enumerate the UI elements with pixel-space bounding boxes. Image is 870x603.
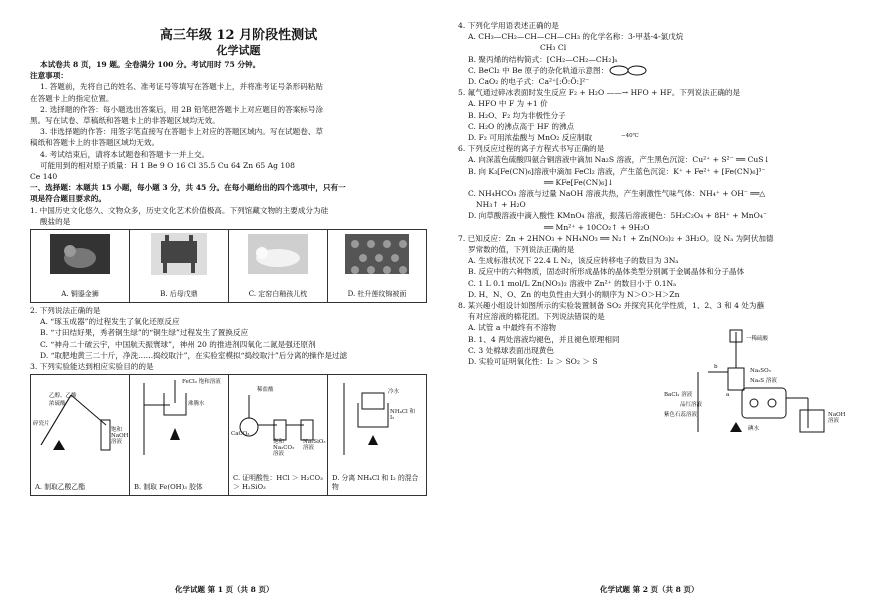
label-iodine-water: 碘水 — [748, 426, 760, 433]
question-8-option-a: A. 试管 a 中最终有不溶物 — [468, 323, 557, 333]
option-a-cell — [31, 230, 130, 302]
label-na2s: Na₂S 溶液 — [750, 378, 777, 385]
label-fecl3: FeCl₃ 饱和溶液 — [182, 379, 221, 386]
option-c-cell — [229, 230, 328, 302]
question-8-option-c: C. 3 处棉球表面出现黄色 — [468, 345, 554, 355]
atomic-masses: 可能用到的相对原子质量：H 1 Be 9 O 16 Cl 35.5 Cu 64 Zn 65 Ag 108 — [40, 160, 295, 170]
option-d-label: D. 杜升莲纹锦被面 — [347, 289, 407, 298]
gilt-lion-image — [48, 233, 112, 275]
question-4-option-c — [458, 65, 856, 76]
label-porcelain: 碎瓷片 — [33, 421, 50, 428]
label-dilute-acid: 一稀硫酸 — [746, 336, 769, 343]
porcelain-pillow-image — [246, 233, 310, 275]
question-4-option-b: B. 聚丙烯的结构简式：[CH₂—CH₂—CH₂]ₙ — [468, 54, 618, 64]
esterification-apparatus — [31, 375, 127, 461]
section-heading-cont: 项是符合题目要求的。 — [30, 194, 106, 204]
label-cold-water: 冷水 — [388, 389, 400, 396]
question-2-option-b: B. “寸田结好果，秀者铜生绿”的“铜生绿”过程发生了置换反应 — [40, 328, 249, 338]
label-litmus: 紫色石蕊溶液 — [664, 412, 698, 419]
notice-line: 1. 答题前，先将自己的姓名、准考证号等填写在答题卡上，并将准考证号条形码粘贴 — [40, 82, 324, 92]
question-5-option-d: D. F₂ 可用浓盐酸与 MnO₂ 反应制取 — [468, 133, 593, 143]
apparatus-a — [31, 375, 130, 495]
question-6-option-a: A. 向深蓝色硫酸四氨合铜溶液中滴加 Na₂S 溶液，产生黑色沉淀：Cu²⁺ + S²⁻ ══ CuS↓ — [468, 155, 770, 165]
notice-heading: 注意事项： — [30, 71, 68, 81]
apparatus-c — [229, 375, 328, 495]
notice-line: 在答题卡上的指定位置。 — [30, 93, 114, 103]
question-7-option-b: B. 反应中的六种物质，固态时所形成晶体的晶体类型分别属于金属晶体和分子晶体 — [468, 267, 745, 277]
label-hcl: 稀盐酸 — [257, 387, 274, 394]
question-6-option-d-cont: ══ Mn²⁺ + 10CO₂↑ + 9H₂O — [544, 222, 650, 232]
question-7-stem-cont: 罗常数的值，下列说法正确的是 — [468, 245, 575, 255]
notice-line: 4. 考试结束后，请将本试题卷和答题卡一并上交。 — [40, 149, 210, 159]
question-5-condition: −40℃ — [621, 133, 639, 139]
question-3-apparatus — [30, 374, 427, 496]
label-naoh-solution: NaOH 溶液 — [828, 412, 846, 425]
question-6-option-b-cont: ══ KFe[Fe(CN)₆]↓ — [544, 177, 614, 187]
question-8-stem: 8. 某兴趣小组设计如图所示的实验装置制备 SO₂ 并探究其化学性质，1、2、3 和 4 处为蘸 — [458, 301, 765, 311]
page-2 — [440, 0, 870, 603]
question-5-option-c: C. H₂O 的沸点高于 HF 的沸点 — [468, 121, 575, 131]
apparatus-b — [130, 375, 229, 495]
question-1-stem-cont: 酸盐的是 — [40, 216, 71, 226]
label-na2so3: Na₂SO₃ — [750, 368, 771, 375]
question-6-option-d: D. 向草酸溶液中滴入酸性 KMnO₄ 溶液，振荡后溶液褪色：5H₂C₂O₄ + 8H⁺ + MnO₄⁻ — [468, 211, 767, 221]
question-8-options — [458, 322, 678, 367]
label-b: b — [714, 364, 718, 371]
question-8-block — [458, 322, 856, 442]
question-5-option-a: A. HFO 中 F 为 +1 价 — [468, 99, 548, 109]
question-1-stem: 1. 中国历史文化悠久、文物众多，历史文化艺术价值极高。下列馆藏文物的主要成分为硅 — [30, 205, 329, 215]
notice-line: 3. 非选择题的作答：用签字笔直接写在答题卡上对应的答题区域内。写在试题卷、草 — [40, 127, 324, 137]
question-4-stem: 4. 下列化学用语表述正确的是 — [458, 21, 559, 30]
question-4-option-d: D. CaO₂ 的电子式：Ca²⁺[:Ö:Ö:]²⁻ — [468, 77, 590, 87]
question-5-option-b: B. H₂O、F₂ 均为非极性分子 — [468, 110, 566, 120]
label-caco3: CaCO₃ — [231, 431, 250, 438]
label-acid: 浓硫酸 — [49, 401, 66, 408]
question-6-option-b: B. 向 K₃[Fe(CN)₆]溶液中滴加 FeCl₂ 溶液，产生蓝色沉淀：K⁺ + Fe²⁺ + [Fe(CN)₆]³⁻ — [468, 166, 766, 176]
apparatus-d-caption: D. 分离 NH₄Cl 和 I₂ 的混合物 — [332, 474, 419, 492]
option-a-label: A. 铜鎏金狮 — [61, 289, 99, 298]
label-mixture: NH₄Cl 和 I₂ — [390, 409, 416, 422]
apparatus-d — [328, 375, 426, 495]
page-1-footer: 化学试题 第 1 页（共 8 页） — [175, 585, 274, 594]
label-boiling-water: 沸腾水 — [188, 401, 205, 408]
question-6-option-c: C. NH₄HCO₃ 溶液与过量 NaOH 溶液共热，产生刺激性气味气体：NH₄⁺ + OH⁻ ══△ — [468, 189, 766, 199]
question-6-stem: 6. 下列反应过程的离子方程式书写正确的是 — [458, 144, 605, 154]
option-b-label: B. 后母戊鼎 — [160, 289, 198, 298]
question-7-option-d: D. H、N、O、Zn 的电负性由大到小的顺序为 N＞O＞H＞Zn — [468, 289, 680, 299]
question-7-stem: 7. 已知反应：Zn + 2HNO₃ + NH₄NO₃ ══ N₂↑ + Zn(NO₃)₂ + 3H₂O。设 Nₐ 为阿伏加德 — [458, 233, 774, 243]
label-a: a — [726, 392, 730, 399]
exam-info: 本试卷共 8 页，19 题。全卷满分 100 分。考试用时 75 分钟。 — [40, 60, 261, 69]
page-1-content — [30, 28, 427, 496]
question-1-options — [30, 229, 427, 303]
label-na2co3: 饱和 Na₂CO₃ 溶液 — [273, 439, 295, 458]
question-2-option-c: C. “神舟二十破云宇，中国航天振寰球”，神州 20 的推进剂四氧化二氮是强还原剂 — [40, 339, 316, 349]
question-8-option-b: B. 1、4 两处溶液均褪色，并且褪色原理相同 — [468, 334, 620, 344]
question-8-stem-cont: 有对应溶液的棉花团。下列说法错误的是 — [468, 312, 605, 322]
question-2-stem: 2. 下列说法正确的是 — [30, 306, 101, 316]
question-7-option-c: C. 1 L 0.1 mol/L Zn(NO₃)₂ 溶液中 Zn²⁺ 的数目小于 0.1Nₐ — [468, 278, 677, 288]
brocade-image — [345, 233, 409, 275]
section-heading: 一、选择题：本题共 15 小题，每小题 3 分，共 45 分。在每小题给出的四个选项中，只有一 — [30, 183, 346, 193]
question-2-option-a: A. “琢玉成器”的过程发生了氧化还原反应 — [40, 317, 180, 327]
colloid-apparatus — [130, 375, 226, 461]
question-3-stem: 3. 下列实验能达到相应实验目的的是 — [30, 362, 154, 372]
question-6-option-c-cont: NH₃↑ + H₂O — [476, 200, 526, 210]
question-4-option-a-branch: CH₃ Cl — [540, 43, 567, 53]
label-naoh: 饱和 NaOH 溶液 — [111, 427, 129, 446]
notice-line: 2. 选择题的作答：每小题选出答案后，用 2B 铅笔把答题卡上对应题目的答案标号涂 — [40, 104, 324, 114]
notice-line: 黑。写在试卷、草稿纸和答题卡上的非答题区域均无效。 — [30, 116, 220, 126]
question-7-option-a: A. 生成标准状况下 22.4 L N₂，该反应转移电子的数目为 3Nₐ — [468, 256, 679, 266]
question-5-stem: 5. 氟气通过碎冰表面时发生反应 F₂ + H₂O ——→ HFO + HF。下列说法正确的是 — [458, 88, 741, 98]
notice-line: 稿纸和答题卡上的非答题区域均无效。 — [30, 138, 160, 148]
page-2-content — [458, 20, 856, 442]
option-b-cell — [130, 230, 229, 302]
question-2-option-d: D. “取肥地黄三二十斤，净洗……捣绞取汁”，在实验室模拟“捣绞取汁”后分离的操作是过滤 — [40, 350, 348, 360]
option-d-cell — [328, 230, 426, 302]
option-c-label: C. 定窑白釉孩儿枕 — [248, 289, 308, 298]
sp-orbital-icon — [608, 65, 648, 76]
question-8-option-d: D. 实验可证明氧化性：I₂ ＞ SO₂ ＞ S — [468, 357, 598, 367]
exam-title: 高三年级 12 月阶段性测试 — [159, 28, 318, 43]
question-4-option-c-text: C. BeCl₂ 中 Be 原子的杂化轨道示意图： — [468, 65, 609, 75]
bronze-ding-image — [147, 233, 211, 275]
question-4-option-a: A. CH₃—CH₂—CH—CH—CH₃ 的化学名称：3-甲基-4-氯戊烷 — [468, 32, 684, 42]
label-fuchsin: 品红溶液 — [680, 402, 703, 409]
label-reagents: 乙醇、乙酸 — [49, 393, 77, 400]
page-2-footer: 化学试题 第 2 页（共 8 页） — [600, 585, 699, 594]
atomic-masses-cont: Ce 140 — [30, 172, 58, 182]
apparatus-c-caption: C. 证明酸性：HCl ＞ H₂CO₃ ＞ H₂SiO₃ — [233, 474, 323, 492]
apparatus-a-caption: A. 制取乙酸乙酯 — [35, 483, 86, 492]
so2-apparatus — [664, 328, 854, 440]
apparatus-b-caption: B. 制取 Fe(OH)₃ 胶体 — [134, 483, 203, 492]
exam-subtitle: 化学试题 — [216, 44, 261, 57]
label-na2sio3: Na₂SiO₃ 溶液 — [303, 439, 326, 452]
label-bacl2: BaCl₂ 溶液 — [664, 392, 693, 399]
